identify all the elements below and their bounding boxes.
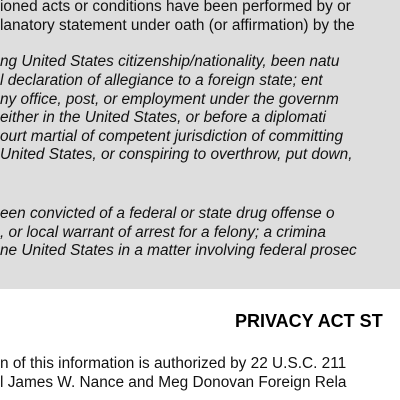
list-a-line-3: ny office, post, or employment under the governm — [0, 91, 339, 108]
list-a-line-2: l declaration of allegiance to a foreign state; ent — [0, 72, 323, 89]
list-b-line-1: een convicted of a federal or state drug offense o — [0, 205, 335, 222]
list-a-line-1: ng United States citizenship/nationality, been natu — [0, 53, 340, 70]
privacy-line-2: l James W. Nance and Meg Donovan Foreign Rela — [0, 374, 347, 391]
intro-line-1: ioned acts or conditions have been performed by or — [0, 0, 351, 15]
list-b-line-2: , or local warrant of arrest for a felony; a crimina — [0, 224, 326, 241]
privacy-act-section — [0, 289, 400, 400]
list-a-line-5: ourt martial of competent jurisdiction of committing — [0, 128, 344, 145]
privacy-act-heading: PRIVACY ACT ST — [235, 311, 383, 331]
privacy-line-1: n of this information is authorized by 22 U.S.C. 211 — [0, 355, 347, 372]
list-a-line-6: United States, or conspiring to overthrow, put down, — [0, 146, 353, 163]
list-b-line-3: ne United States in a matter involving federal prosec — [0, 242, 357, 259]
intro-line-2: lanatory statement under oath (or affirmation) by the — [0, 17, 355, 34]
list-a-line-4: either in the United States, or before a diplomati — [0, 109, 326, 126]
